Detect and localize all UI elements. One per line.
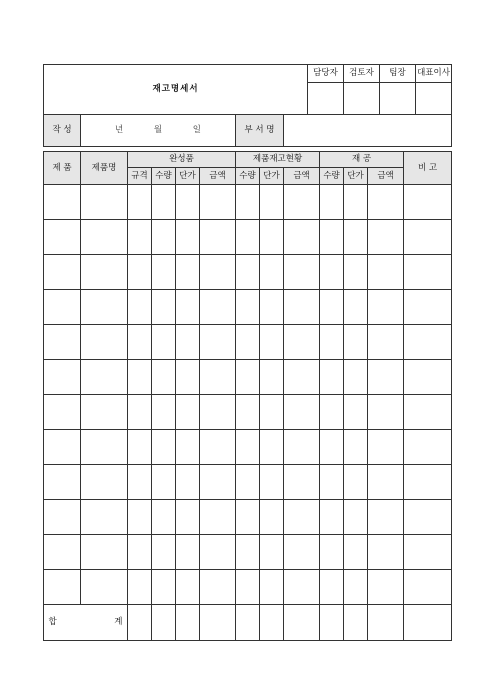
- approval-label-staff: 담당자: [308, 65, 344, 83]
- approval-sign-team-lead[interactable]: [380, 83, 416, 115]
- table-row: [44, 430, 452, 465]
- table-cell[interactable]: [176, 430, 200, 465]
- table-cell[interactable]: [284, 185, 320, 220]
- table-cell[interactable]: [284, 570, 320, 605]
- table-row: [44, 360, 452, 395]
- table-cell[interactable]: [344, 430, 368, 465]
- table-cell[interactable]: [368, 430, 404, 465]
- table-cell[interactable]: [128, 500, 152, 535]
- table-cell[interactable]: [284, 290, 320, 325]
- group-finished-goods: 완성품: [128, 152, 236, 168]
- table-cell[interactable]: [284, 220, 320, 255]
- approval-sign-ceo[interactable]: [416, 83, 452, 115]
- table-cell[interactable]: [81, 325, 128, 360]
- total-cell[interactable]: [128, 605, 152, 641]
- table-cell[interactable]: [176, 395, 200, 430]
- table-cell[interactable]: [368, 395, 404, 430]
- table-cell[interactable]: [44, 220, 81, 255]
- inventory-statement-form: [43, 64, 451, 641]
- table-cell[interactable]: [128, 465, 152, 500]
- table-cell[interactable]: [260, 290, 284, 325]
- table-cell[interactable]: [81, 185, 128, 220]
- table-cell[interactable]: [284, 325, 320, 360]
- total-cell[interactable]: [152, 605, 176, 641]
- table-cell[interactable]: [320, 255, 344, 290]
- table-cell[interactable]: [81, 430, 128, 465]
- table-cell[interactable]: [368, 500, 404, 535]
- table-cell[interactable]: [404, 290, 452, 325]
- table-cell[interactable]: [200, 570, 236, 605]
- table-cell[interactable]: [152, 535, 176, 570]
- sub-qty: 수량: [320, 168, 344, 185]
- table-cell[interactable]: [284, 535, 320, 570]
- table-cell[interactable]: [320, 430, 344, 465]
- total-cell[interactable]: [260, 605, 284, 641]
- table-cell[interactable]: [200, 535, 236, 570]
- inventory-table: [43, 151, 452, 641]
- table-cell[interactable]: [128, 290, 152, 325]
- table-cell[interactable]: [152, 290, 176, 325]
- table-cell[interactable]: [320, 325, 344, 360]
- table-cell[interactable]: [236, 465, 260, 500]
- table-cell[interactable]: [260, 430, 284, 465]
- table-cell[interactable]: [44, 535, 81, 570]
- table-cell[interactable]: [260, 220, 284, 255]
- table-cell[interactable]: [176, 290, 200, 325]
- table-row: [44, 500, 452, 535]
- total-cell[interactable]: [236, 605, 260, 641]
- table-cell[interactable]: [320, 290, 344, 325]
- table-cell[interactable]: [236, 500, 260, 535]
- table-cell[interactable]: [44, 325, 81, 360]
- table-cell[interactable]: [236, 325, 260, 360]
- table-cell[interactable]: [344, 325, 368, 360]
- total-cell[interactable]: [176, 605, 200, 641]
- table-cell[interactable]: [284, 500, 320, 535]
- table-cell[interactable]: [152, 220, 176, 255]
- total-cell[interactable]: [200, 605, 236, 641]
- table-cell[interactable]: [81, 535, 128, 570]
- info-table: [43, 114, 452, 147]
- table-cell[interactable]: [81, 500, 128, 535]
- table-cell[interactable]: [236, 220, 260, 255]
- total-label: [44, 605, 128, 641]
- table-cell[interactable]: [236, 360, 260, 395]
- table-cell[interactable]: [320, 570, 344, 605]
- table-cell[interactable]: [81, 570, 128, 605]
- total-cell[interactable]: [320, 605, 344, 641]
- table-cell[interactable]: [152, 360, 176, 395]
- table-cell[interactable]: [260, 185, 284, 220]
- table-cell[interactable]: [236, 570, 260, 605]
- table-cell[interactable]: [128, 255, 152, 290]
- table-cell[interactable]: [404, 360, 452, 395]
- table-cell[interactable]: [152, 185, 176, 220]
- table-cell[interactable]: [81, 395, 128, 430]
- table-cell[interactable]: [320, 185, 344, 220]
- written-date-field[interactable]: 년 월 일: [81, 115, 236, 147]
- col-product-name: 제품명: [81, 152, 128, 185]
- table-cell[interactable]: [284, 395, 320, 430]
- table-cell[interactable]: [368, 220, 404, 255]
- total-label-right: 계: [114, 617, 123, 628]
- table-cell[interactable]: [200, 430, 236, 465]
- table-cell[interactable]: [176, 535, 200, 570]
- table-cell[interactable]: [284, 430, 320, 465]
- table-cell[interactable]: [320, 465, 344, 500]
- sub-unit-price: 단가: [176, 168, 200, 185]
- table-cell[interactable]: [44, 500, 81, 535]
- group-product-stock: 제품재고현황: [236, 152, 320, 168]
- table-cell[interactable]: [44, 570, 81, 605]
- table-cell[interactable]: [176, 465, 200, 500]
- table-cell[interactable]: [404, 465, 452, 500]
- table-cell[interactable]: [368, 325, 404, 360]
- dept-field[interactable]: [284, 115, 452, 147]
- table-row: [44, 465, 452, 500]
- table-cell[interactable]: [200, 290, 236, 325]
- table-cell[interactable]: [128, 185, 152, 220]
- sub-unit-price: 단가: [344, 168, 368, 185]
- table-cell[interactable]: [200, 465, 236, 500]
- approval-sign-reviewer[interactable]: [344, 83, 380, 115]
- table-cell[interactable]: [344, 500, 368, 535]
- table-cell[interactable]: [404, 570, 452, 605]
- sub-qty: 수량: [236, 168, 260, 185]
- table-cell[interactable]: [344, 535, 368, 570]
- total-label-left: 합: [48, 617, 57, 628]
- table-cell[interactable]: [152, 395, 176, 430]
- col-remarks: 비 고: [404, 152, 452, 185]
- table-cell[interactable]: [260, 535, 284, 570]
- table-cell[interactable]: [128, 570, 152, 605]
- table-cell[interactable]: [152, 325, 176, 360]
- table-cell[interactable]: [404, 535, 452, 570]
- table-cell[interactable]: [344, 465, 368, 500]
- table-cell[interactable]: [44, 395, 81, 430]
- table-cell[interactable]: [368, 360, 404, 395]
- group-work-in-process: 재 공: [320, 152, 404, 168]
- table-cell[interactable]: [44, 255, 81, 290]
- sub-qty: 수량: [152, 168, 176, 185]
- table-cell[interactable]: [44, 185, 81, 220]
- table-cell[interactable]: [128, 395, 152, 430]
- sub-amount: 금액: [368, 168, 404, 185]
- table-cell[interactable]: [260, 255, 284, 290]
- table-cell[interactable]: [260, 465, 284, 500]
- table-cell[interactable]: [176, 570, 200, 605]
- table-cell[interactable]: [404, 500, 452, 535]
- table-cell[interactable]: [260, 360, 284, 395]
- table-cell[interactable]: [44, 465, 81, 500]
- table-cell[interactable]: [128, 325, 152, 360]
- table-cell[interactable]: [200, 255, 236, 290]
- table-cell[interactable]: [236, 255, 260, 290]
- table-cell[interactable]: [344, 255, 368, 290]
- table-cell[interactable]: [320, 500, 344, 535]
- table-cell[interactable]: [81, 255, 128, 290]
- total-cell[interactable]: [368, 605, 404, 641]
- table-cell[interactable]: [284, 360, 320, 395]
- table-cell[interactable]: [284, 255, 320, 290]
- table-cell[interactable]: [320, 220, 344, 255]
- table-cell[interactable]: [236, 395, 260, 430]
- table-cell[interactable]: [368, 255, 404, 290]
- table-cell[interactable]: [200, 220, 236, 255]
- table-cell[interactable]: [320, 395, 344, 430]
- table-row: [44, 535, 452, 570]
- table-cell[interactable]: [320, 535, 344, 570]
- table-cell[interactable]: [344, 395, 368, 430]
- table-cell[interactable]: [200, 395, 236, 430]
- table-cell[interactable]: [404, 255, 452, 290]
- table-cell[interactable]: [128, 220, 152, 255]
- form-title: 재고명세서: [44, 65, 308, 115]
- table-cell[interactable]: [404, 325, 452, 360]
- table-cell[interactable]: [200, 500, 236, 535]
- table-cell[interactable]: [128, 535, 152, 570]
- sub-amount: 금액: [200, 168, 236, 185]
- total-cell[interactable]: [344, 605, 368, 641]
- table-cell[interactable]: [81, 360, 128, 395]
- table-cell[interactable]: [344, 570, 368, 605]
- table-cell[interactable]: [152, 430, 176, 465]
- table-cell[interactable]: [81, 465, 128, 500]
- table-cell[interactable]: [404, 220, 452, 255]
- table-cell[interactable]: [368, 570, 404, 605]
- table-cell[interactable]: [404, 430, 452, 465]
- table-cell[interactable]: [200, 185, 236, 220]
- table-cell[interactable]: [404, 185, 452, 220]
- table-cell[interactable]: [176, 255, 200, 290]
- table-row: [44, 395, 452, 430]
- table-row: [44, 185, 452, 220]
- table-cell[interactable]: [320, 360, 344, 395]
- table-cell[interactable]: [344, 220, 368, 255]
- header-table: [43, 64, 452, 115]
- table-cell[interactable]: [152, 570, 176, 605]
- table-cell[interactable]: [176, 220, 200, 255]
- table-cell[interactable]: [152, 465, 176, 500]
- table-cell[interactable]: [368, 185, 404, 220]
- approval-label-ceo: 대표이사: [416, 65, 452, 83]
- table-cell[interactable]: [81, 220, 128, 255]
- table-row: [44, 325, 452, 360]
- table-cell[interactable]: [284, 465, 320, 500]
- approval-label-team-lead: 팀장: [380, 65, 416, 83]
- table-cell[interactable]: [176, 500, 200, 535]
- sub-amount: 금액: [284, 168, 320, 185]
- table-cell[interactable]: [260, 570, 284, 605]
- table-cell[interactable]: [368, 290, 404, 325]
- table-cell[interactable]: [236, 290, 260, 325]
- dept-label: 부 서 명: [236, 115, 284, 147]
- table-cell[interactable]: [344, 185, 368, 220]
- table-cell[interactable]: [44, 290, 81, 325]
- total-cell[interactable]: [404, 605, 452, 641]
- approval-label-reviewer: 검토자: [344, 65, 380, 83]
- table-cell[interactable]: [344, 360, 368, 395]
- table-cell[interactable]: [200, 360, 236, 395]
- table-cell[interactable]: [236, 185, 260, 220]
- table-cell[interactable]: [128, 360, 152, 395]
- table-row: [44, 290, 452, 325]
- written-label: 작 성: [44, 115, 81, 147]
- approval-sign-staff[interactable]: [308, 83, 344, 115]
- total-cell[interactable]: [284, 605, 320, 641]
- table-cell[interactable]: [128, 430, 152, 465]
- sub-unit-price: 단가: [260, 168, 284, 185]
- table-cell[interactable]: [200, 325, 236, 360]
- sub-spec: 규격: [128, 168, 152, 185]
- table-cell[interactable]: [236, 430, 260, 465]
- table-cell[interactable]: [176, 360, 200, 395]
- table-cell[interactable]: [152, 255, 176, 290]
- table-row: [44, 570, 452, 605]
- table-cell[interactable]: [152, 500, 176, 535]
- table-cell[interactable]: [260, 325, 284, 360]
- table-cell[interactable]: [176, 185, 200, 220]
- table-cell[interactable]: [260, 395, 284, 430]
- table-cell[interactable]: [344, 290, 368, 325]
- table-cell[interactable]: [44, 430, 81, 465]
- table-cell[interactable]: [236, 535, 260, 570]
- table-row: [44, 220, 452, 255]
- table-cell[interactable]: [176, 325, 200, 360]
- table-cell[interactable]: [81, 290, 128, 325]
- col-product: 제 품: [44, 152, 81, 185]
- table-cell[interactable]: [368, 465, 404, 500]
- table-cell[interactable]: [260, 500, 284, 535]
- table-row: [44, 255, 452, 290]
- table-cell[interactable]: [368, 535, 404, 570]
- table-cell[interactable]: [44, 360, 81, 395]
- table-cell[interactable]: [404, 395, 452, 430]
